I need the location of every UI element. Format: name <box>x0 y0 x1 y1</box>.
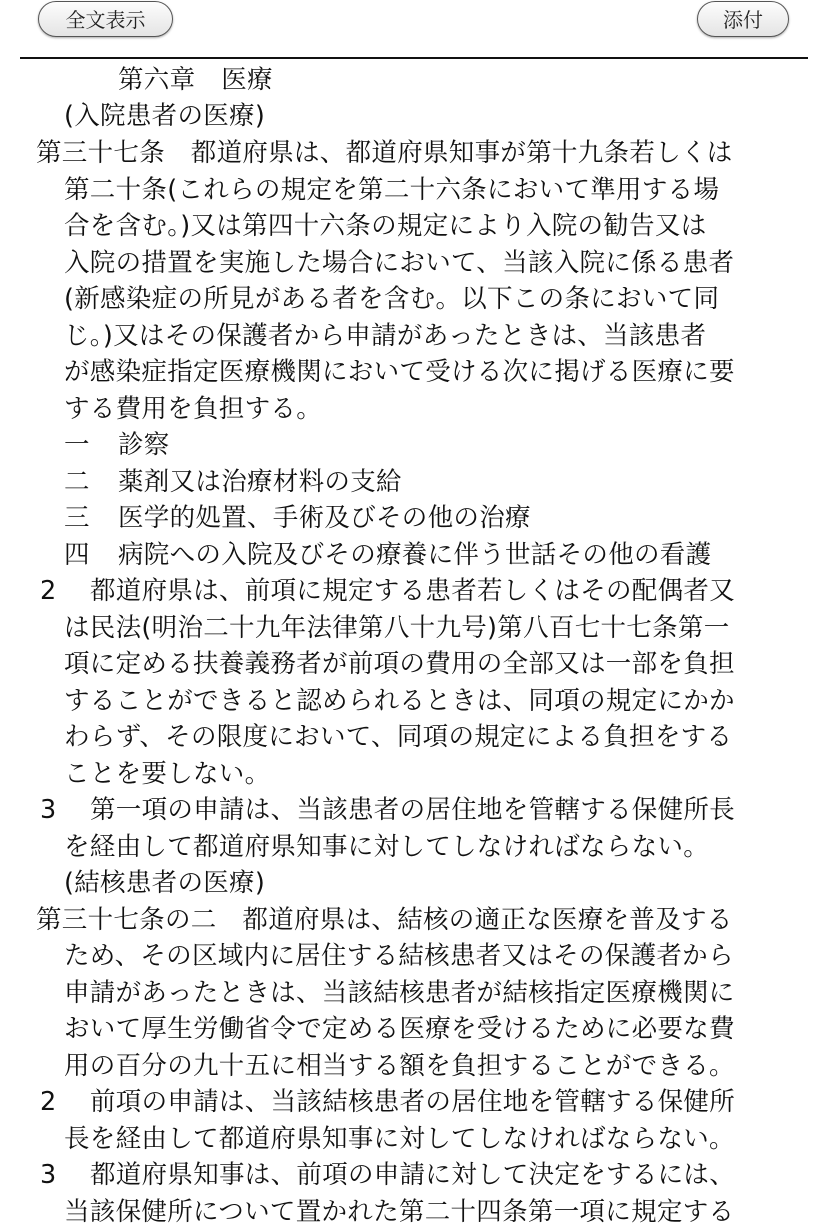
article-37-line: 第三十七条 都道府県は、都道府県知事が第十九条若しくは <box>36 138 733 168</box>
article-37-2-line: おいて厚生労働省令で定める医療を受けるために必要な費 <box>64 1014 735 1044</box>
paragraph-number: 3 <box>40 1160 57 1190</box>
item-text: 病院への入院及びその療養に伴う世話その他の看護 <box>118 540 712 570</box>
article-37-line: じ。)又はその保護者から申請があったときは、当該患者 <box>64 321 707 351</box>
article-37-2-line: 第三十七条の二 都道府県は、結核の適正な医療を普及する <box>36 905 733 935</box>
item-number: 四 <box>64 540 90 570</box>
paragraph-line: を経由して都道府県知事に対してしなければならない。 <box>64 832 710 862</box>
paragraph-line: 都道府県知事は、前項の申請に対して決定をするには、 <box>90 1160 736 1190</box>
divider <box>20 57 808 59</box>
paragraph-line: ことを要しない。 <box>64 759 271 789</box>
article-37-line: 入院の措置を実施した場合において、当該入院に係る患者 <box>64 248 735 278</box>
article-37-line: が感染症指定医療機関において受ける次に掲げる医療に要 <box>64 357 735 387</box>
article-37-line: 合を含む。)又は第四十六条の規定により入院の勧告又は <box>64 211 707 241</box>
paragraph-line: わらず、その限度において、同項の規定による負担をする <box>64 722 733 752</box>
article-caption: (入院患者の医療) <box>64 101 266 131</box>
paragraph-line: 当該保健所について置かれた第二十四条第一項に規定する <box>64 1197 735 1227</box>
article-37-2-line: 用の百分の九十五に相当する額を負担することができる。 <box>64 1051 735 1081</box>
article-37-line: (新感染症の所見がある者を含む。以下この条において同 <box>64 284 720 314</box>
article-caption: (結核患者の医療) <box>64 868 266 898</box>
article-37-2-line: 申請があったときは、当該結核患者が結核指定医療機関に <box>64 978 735 1008</box>
paragraph-number: 2 <box>40 1087 57 1117</box>
item-number: 三 <box>64 503 90 533</box>
article-37-2-line: ため、その区域内に居住する結核患者又はその保護者から <box>64 941 734 971</box>
item-text: 診察 <box>118 430 170 460</box>
item-text: 医学的処置、手術及びその他の治療 <box>118 503 531 533</box>
paragraph-number: 3 <box>40 795 57 825</box>
chapter-heading: 第六章 医療 <box>118 65 273 95</box>
full-text-button[interactable]: 全文表示 <box>38 1 173 37</box>
article-37-line: する費用を負担する。 <box>64 394 323 424</box>
paragraph-line: することができると認められるときは、同項の規定にかか <box>64 686 735 716</box>
article-37-line: 第二十条(これらの規定を第二十六条において準用する場 <box>64 175 720 205</box>
paragraph-line: 都道府県は、前項に規定する患者若しくはその配偶者又 <box>90 576 736 606</box>
attachment-button[interactable]: 添付 <box>697 1 789 37</box>
paragraph-line: 項に定める扶養義務者が前項の費用の全部又は一部を負担 <box>64 649 735 679</box>
paragraph-line: 長を経由して都道府県知事に対してしなければならない。 <box>64 1124 735 1154</box>
item-number: 二 <box>64 467 90 497</box>
item-number: 一 <box>64 430 90 460</box>
paragraph-line: 第一項の申請は、当該患者の居住地を管轄する保健所長 <box>90 795 736 825</box>
paragraph-number: 2 <box>40 576 57 606</box>
paragraph-line: 前項の申請は、当該結核患者の居住地を管轄する保健所 <box>90 1087 736 1117</box>
item-text: 薬剤又は治療材料の支給 <box>118 467 402 497</box>
toolbar <box>0 0 828 58</box>
paragraph-line: は民法(明治二十九年法律第八十九号)第八百七十七条第一 <box>64 613 730 643</box>
